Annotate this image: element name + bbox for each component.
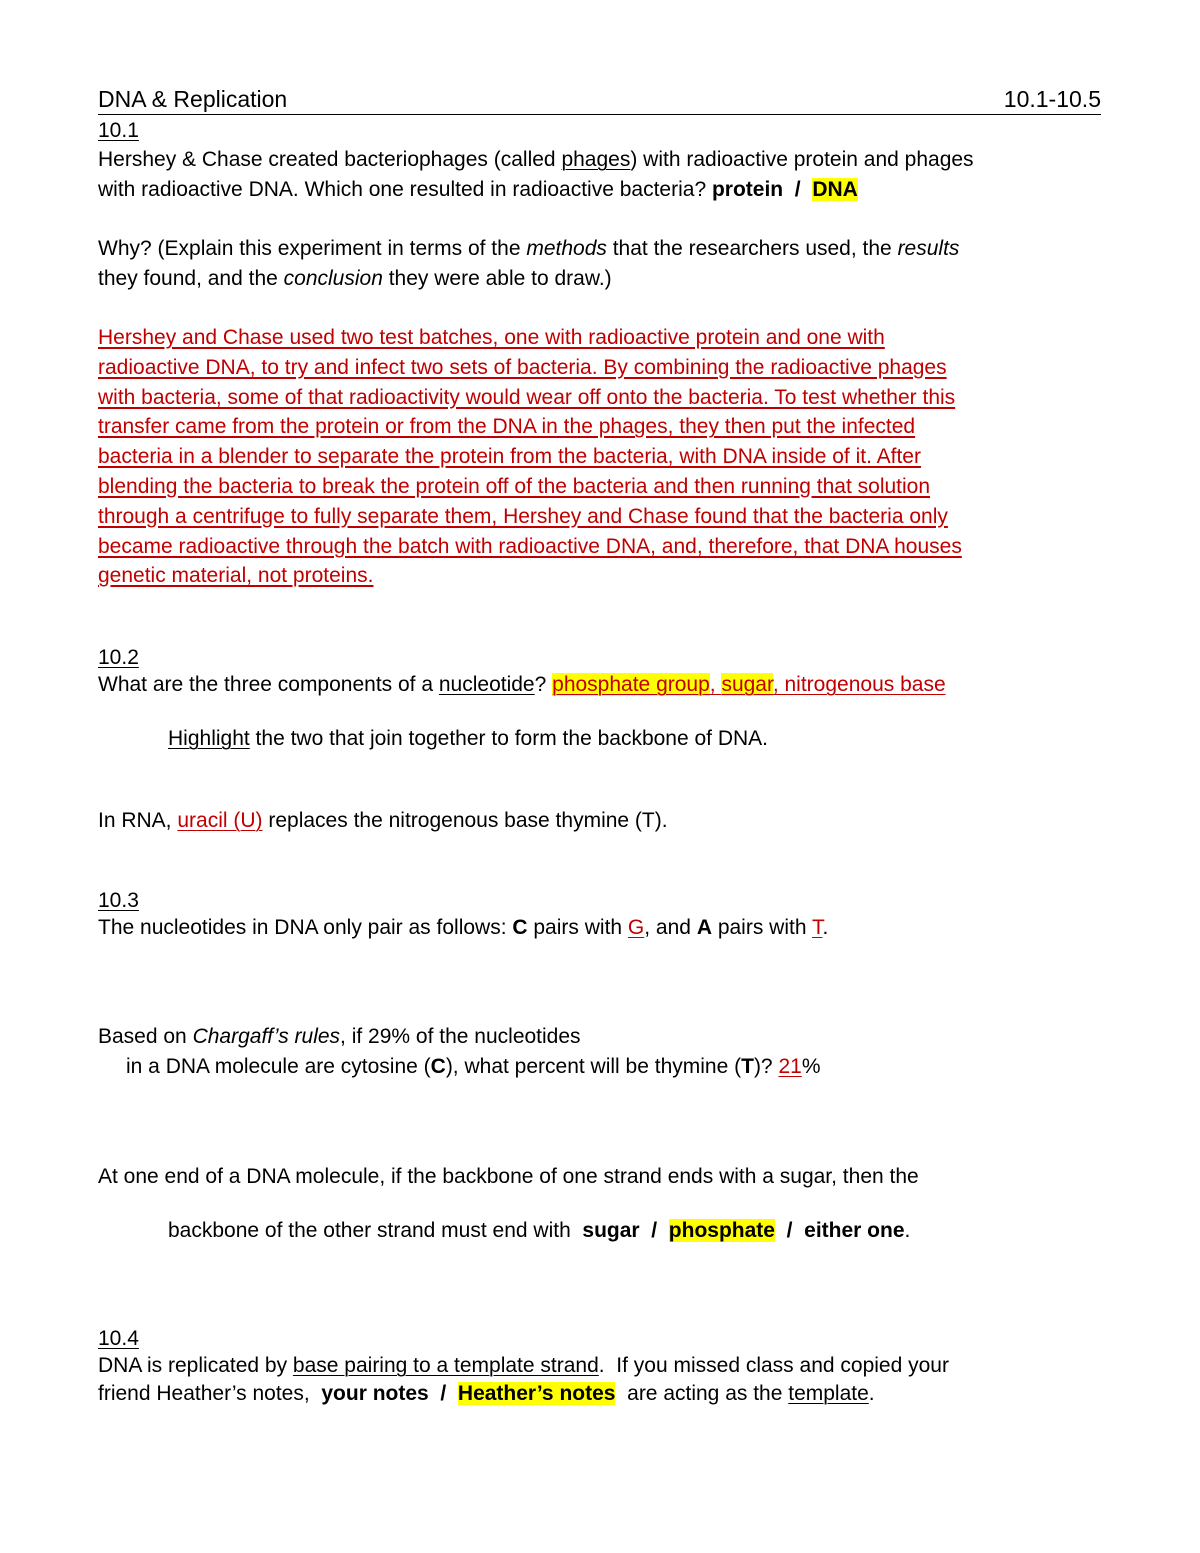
section-label-10-4: 10.4 xyxy=(98,1327,139,1350)
why-line-2 xyxy=(98,266,612,292)
base-pairing-term: base pairing to a template strand xyxy=(292,1354,599,1377)
section-label-10-1: 10.1 xyxy=(98,119,139,142)
option-separator: / xyxy=(428,1382,458,1405)
text: they were able to draw.) xyxy=(382,267,612,290)
header-row xyxy=(98,86,1101,115)
base-t: T xyxy=(741,1055,754,1078)
text: ? xyxy=(534,673,553,696)
option-separator: / xyxy=(774,1219,805,1242)
replication-line-1 xyxy=(98,1353,949,1379)
answer-line: bacteria in a blender to separate the protein from the bacteria, with DNA inside of it. After xyxy=(98,445,921,469)
option-protein: protein xyxy=(711,178,784,201)
option-your-notes: your notes xyxy=(321,1382,429,1405)
option-separator: / xyxy=(783,178,813,201)
base-a: A xyxy=(696,916,712,939)
text: the two that join together to form the backbone of DNA. xyxy=(249,727,769,750)
base-pairing-statement xyxy=(98,915,828,941)
text: . xyxy=(822,916,829,939)
methods-term: methods xyxy=(526,237,607,260)
answer-line: radioactive DNA, to try and infect two sets of bacteria. By combining the radioactive phages xyxy=(98,355,947,379)
option-phosphate-selected: phosphate xyxy=(668,1219,775,1242)
q-hershey-line-2 xyxy=(98,177,858,203)
answer-base-t: T xyxy=(811,916,823,939)
answer-line: transfer came from the protein or from the DNA in the phages, they then put the infected xyxy=(98,415,916,439)
text: with radioactive DNA. Which one resulted in radioactive bacteria? xyxy=(98,178,712,201)
option-dna-selected: DNA xyxy=(812,178,858,201)
text: The nucleotides in DNA only pair as follows: xyxy=(98,916,513,939)
rna-statement xyxy=(98,808,668,834)
highlight-term: Highlight xyxy=(168,727,250,750)
option-heathers-notes-selected: Heather’s notes xyxy=(457,1382,616,1405)
hershey-answer-paragraph xyxy=(98,323,1098,591)
text: replaces the nitrogenous base thymine (T). xyxy=(262,809,668,832)
text: Why? (Explain this experiment in terms of the xyxy=(98,237,527,260)
answer-line: genetic material, not proteins. xyxy=(98,564,374,588)
page-title: DNA & Replication xyxy=(98,86,288,112)
nucleotide-term: nucleotide xyxy=(438,673,535,696)
q-hershey-line-1 xyxy=(98,147,974,173)
section-range: 10.1-10.5 xyxy=(1003,86,1101,112)
section-label-10-3: 10.3 xyxy=(98,889,139,912)
text: , and xyxy=(644,916,697,939)
answer-comma: , xyxy=(709,673,722,696)
text: are acting as the xyxy=(615,1382,789,1405)
option-either-one: either one xyxy=(804,1219,905,1242)
text: ), what percent will be thymine ( xyxy=(445,1055,742,1078)
base-c: C xyxy=(512,916,528,939)
strand-end-line-1: At one end of a DNA molecule, if the backbone of one strand ends with a sugar, then the xyxy=(98,1165,919,1188)
option-sugar: sugar xyxy=(582,1219,640,1242)
answer-phosphate-group: phosphate group xyxy=(552,673,710,696)
answer-base-g: G xyxy=(627,916,645,939)
text: . xyxy=(904,1219,911,1242)
text: backbone of the other strand must end with xyxy=(168,1219,583,1242)
text: that the researchers used, the xyxy=(606,237,898,260)
phages-term: phages xyxy=(561,148,631,171)
text: they found, and the xyxy=(98,267,284,290)
text: ) with radioactive protein and phages xyxy=(630,148,974,171)
chargaff-line-1 xyxy=(98,1024,581,1050)
text: . xyxy=(868,1382,875,1405)
text: DNA is replicated by xyxy=(98,1354,293,1377)
text: . If you missed class and copied your xyxy=(598,1354,949,1377)
section-label-10-2: 10.2 xyxy=(98,646,139,669)
text: pairs with xyxy=(527,916,628,939)
nucleotide-question xyxy=(98,672,946,698)
chargaff-line-2 xyxy=(126,1054,821,1080)
results-term: results xyxy=(897,237,960,260)
answer-nitrogenous-base: , nitrogenous base xyxy=(772,673,946,696)
text: friend Heather’s notes, xyxy=(98,1382,322,1405)
answer-uracil: uracil (U) xyxy=(177,809,263,832)
text: % xyxy=(801,1055,821,1078)
chargaff-term: Chargaff’s rules xyxy=(192,1025,341,1048)
conclusion-term: conclusion xyxy=(283,267,383,290)
text: In RNA, xyxy=(98,809,178,832)
highlight-instruction xyxy=(168,726,768,752)
text: pairs with xyxy=(711,916,812,939)
answer-line: Hershey and Chase used two test batches, one with radioactive protein and one with xyxy=(98,326,885,349)
base-c: C xyxy=(430,1055,446,1078)
strand-end-line-2 xyxy=(168,1218,910,1244)
answer-line: became radioactive through the batch with radioactive DNA, and, therefore, that DNA houses xyxy=(98,534,962,558)
text: in a DNA molecule are cytosine ( xyxy=(126,1055,431,1078)
why-line-1 xyxy=(98,236,959,262)
text: What are the three components of a xyxy=(98,673,439,696)
text: , if 29% of the nucleotides xyxy=(340,1025,581,1048)
answer-line: blending the bacteria to break the protein off of the bacteria and then running that solution xyxy=(98,474,931,498)
template-term: template xyxy=(788,1382,869,1405)
text: Based on xyxy=(98,1025,193,1048)
replication-line-2 xyxy=(98,1381,875,1407)
answer-sugar: sugar xyxy=(721,673,773,696)
text: Hershey & Chase created bacteriophages (called xyxy=(98,148,562,171)
answer-line: through a centrifuge to fully separate them, Hershey and Chase found that the bacteria only xyxy=(98,504,948,528)
text: )? xyxy=(753,1055,779,1078)
answer-thymine-percent: 21 xyxy=(778,1055,802,1078)
answer-line: with bacteria, some of that radioactivity would wear off onto the bacteria. To test whether this xyxy=(98,385,956,409)
option-separator: / xyxy=(639,1219,669,1242)
